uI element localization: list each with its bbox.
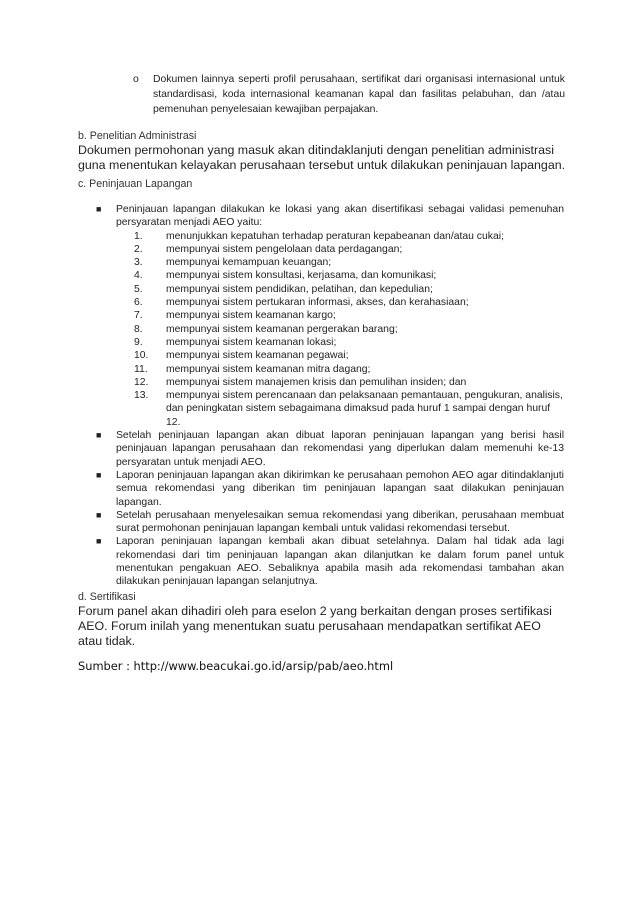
bullet-text: Laporan peninjauan lapangan akan dikirimkan ke perusahaan pemohon AEO agar ditindaklanjuti semua rekomendasi yang diberikan tim peninjauan lapangan saat dilakukan peninjauan lapangan. <box>116 469 564 508</box>
square-bullet-icon: ■ <box>96 204 102 214</box>
bullet-text: Peninjauan lapangan dilakukan ke lokasi yang akan disertifikasi sebagai validasi pemenuhan persyaratan menjadi AEO yaitu: <box>116 204 564 229</box>
sub-list-item <box>133 72 565 118</box>
requirement-text: mempunyai sistem pengelolaan data perdagangan; <box>166 243 403 255</box>
requirement-item <box>134 363 564 376</box>
hollow-bullet-icon: o <box>133 74 139 85</box>
requirement-item <box>134 243 564 256</box>
bullet-item <box>92 203 564 429</box>
requirement-text: mempunyai sistem keamanan lokasi; <box>166 336 337 348</box>
requirement-item <box>134 283 564 296</box>
requirement-item <box>134 323 564 336</box>
requirement-text: mempunyai sistem keamanan pegawai; <box>166 350 349 362</box>
requirement-text: mempunyai sistem manajemen krisis dan pemulihan insiden; dan <box>166 376 467 388</box>
square-bullet-icon: ■ <box>96 509 102 520</box>
requirement-number: 2. <box>134 243 143 255</box>
requirement-item <box>134 230 564 243</box>
square-bullet-icon: ■ <box>96 430 102 441</box>
requirements-list <box>116 230 564 429</box>
requirement-text: mempunyai kemampuan keuangan; <box>166 257 332 269</box>
bullet-item <box>92 429 564 469</box>
bullet-item <box>92 469 564 509</box>
requirement-item <box>134 376 564 389</box>
requirement-number: 8. <box>134 323 143 335</box>
source-citation: Sumber : http://www.beacukai.go.id/arsip/pab/aeo.html <box>78 659 394 673</box>
requirement-number: 9. <box>134 336 143 348</box>
section-b-body: Dokumen permohonan yang masuk akan ditindaklanjuti dengan penelitian administrasi guna menentukan kelayakan perusahaan tersebut untuk dilakukan peninjauan lapangan. <box>78 143 566 172</box>
requirement-number: 7. <box>134 310 143 322</box>
bullet-item <box>92 535 564 588</box>
requirement-item <box>134 336 564 349</box>
requirement-number: 13. <box>134 390 149 402</box>
requirement-text: mempunyai sistem keamanan mitra dagang; <box>166 363 371 375</box>
section-c-bullet-list <box>92 203 564 589</box>
square-bullet-icon: ■ <box>96 469 102 480</box>
square-bullet-icon: ■ <box>96 536 102 547</box>
requirement-text: mempunyai sistem konsultasi, kerjasama, dan komunikasi; <box>166 270 437 282</box>
requirement-text: mempunyai sistem keamanan pergerakan barang; <box>166 323 398 335</box>
requirement-text: mempunyai sistem perencanaan dan pelaksanaan pemantauan, pengukuran, analisis, dan peningkatan sistem sebagaimana dimaksud pada huruf 1 sampai dengan huruf 12. <box>166 390 563 428</box>
requirement-item <box>134 256 564 269</box>
bullet-text: Laporan peninjauan lapangan kembali akan dibuat setelahnya. Dalam hal tidak ada lagi rekomendasi dari tim peninjauan lapangan akan dilanjutkan ke dalam forum panel untuk menentukan pengakuan AEO. Sebaliknya apabila masih ada rekomendasi tambahan akan dilakukan peninjauan lapangan selanjutnya. <box>116 536 564 588</box>
section-b-heading: b. Penelitian Administrasi <box>78 130 197 142</box>
requirement-number: 10. <box>134 350 149 362</box>
requirement-number: 3. <box>134 257 143 269</box>
requirement-text: mempunyai sistem keamanan kargo; <box>166 310 336 322</box>
bullet-text: Setelah peninjauan lapangan akan dibuat laporan peninjauan lapangan yang berisi hasil peninjauan lapangan perusahaan dan rekomendasi yang diperlukan dalam memenuhi ke-13 persyaratan untuk menjadi AEO. <box>116 430 564 468</box>
section-d-body: Forum panel akan dihadiri oleh para eselon 2 yang berkaitan dengan proses sertifikasi AEO. Forum inilah yang menentukan suatu perusahaan mendapatkan sertifikat AEO atau tidak. <box>78 604 552 648</box>
requirement-text: mempunyai sistem pendidikan, pelatihan, dan kepedulian; <box>166 283 433 295</box>
requirement-item <box>134 296 564 309</box>
requirement-item <box>134 349 564 362</box>
requirement-text: menunjukkan kepatuhan terhadap peraturan kepabeanan dan/atau cukai; <box>166 230 504 242</box>
requirement-item <box>134 309 564 322</box>
requirement-number: 12. <box>134 376 149 388</box>
requirement-number: 11. <box>134 363 148 375</box>
requirement-item <box>134 389 564 429</box>
sub-list-item-text: Dokumen lainnya seperti profil perusahaan, sertifikat dari organisasi internasional untuk standardisasi, koda internasional keamanan kapal dan fasilitas pelabuhan, dan /atau pemenuhan penyelesaian kewajiban perpajakan. <box>153 74 565 116</box>
requirement-number: 4. <box>134 270 143 282</box>
requirement-text: mempunyai sistem pertukaran informasi, akses, dan kerahasiaan; <box>166 297 469 309</box>
requirement-number: 5. <box>134 283 143 295</box>
section-d-heading: d. Sertifikasi <box>78 591 136 603</box>
requirement-number: 6. <box>134 297 143 309</box>
requirement-number: 1. <box>134 230 143 242</box>
requirement-item <box>134 269 564 282</box>
bullet-text: Setelah perusahaan menyelesaikan semua rekomendasi yang diberikan, perusahaan membuat surat permohonan peninjauan lapangan kembali untuk validasi rekomendasi tersebut. <box>116 509 564 535</box>
bullet-item <box>92 509 564 536</box>
section-c-heading: c. Peninjauan Lapangan <box>78 178 193 190</box>
